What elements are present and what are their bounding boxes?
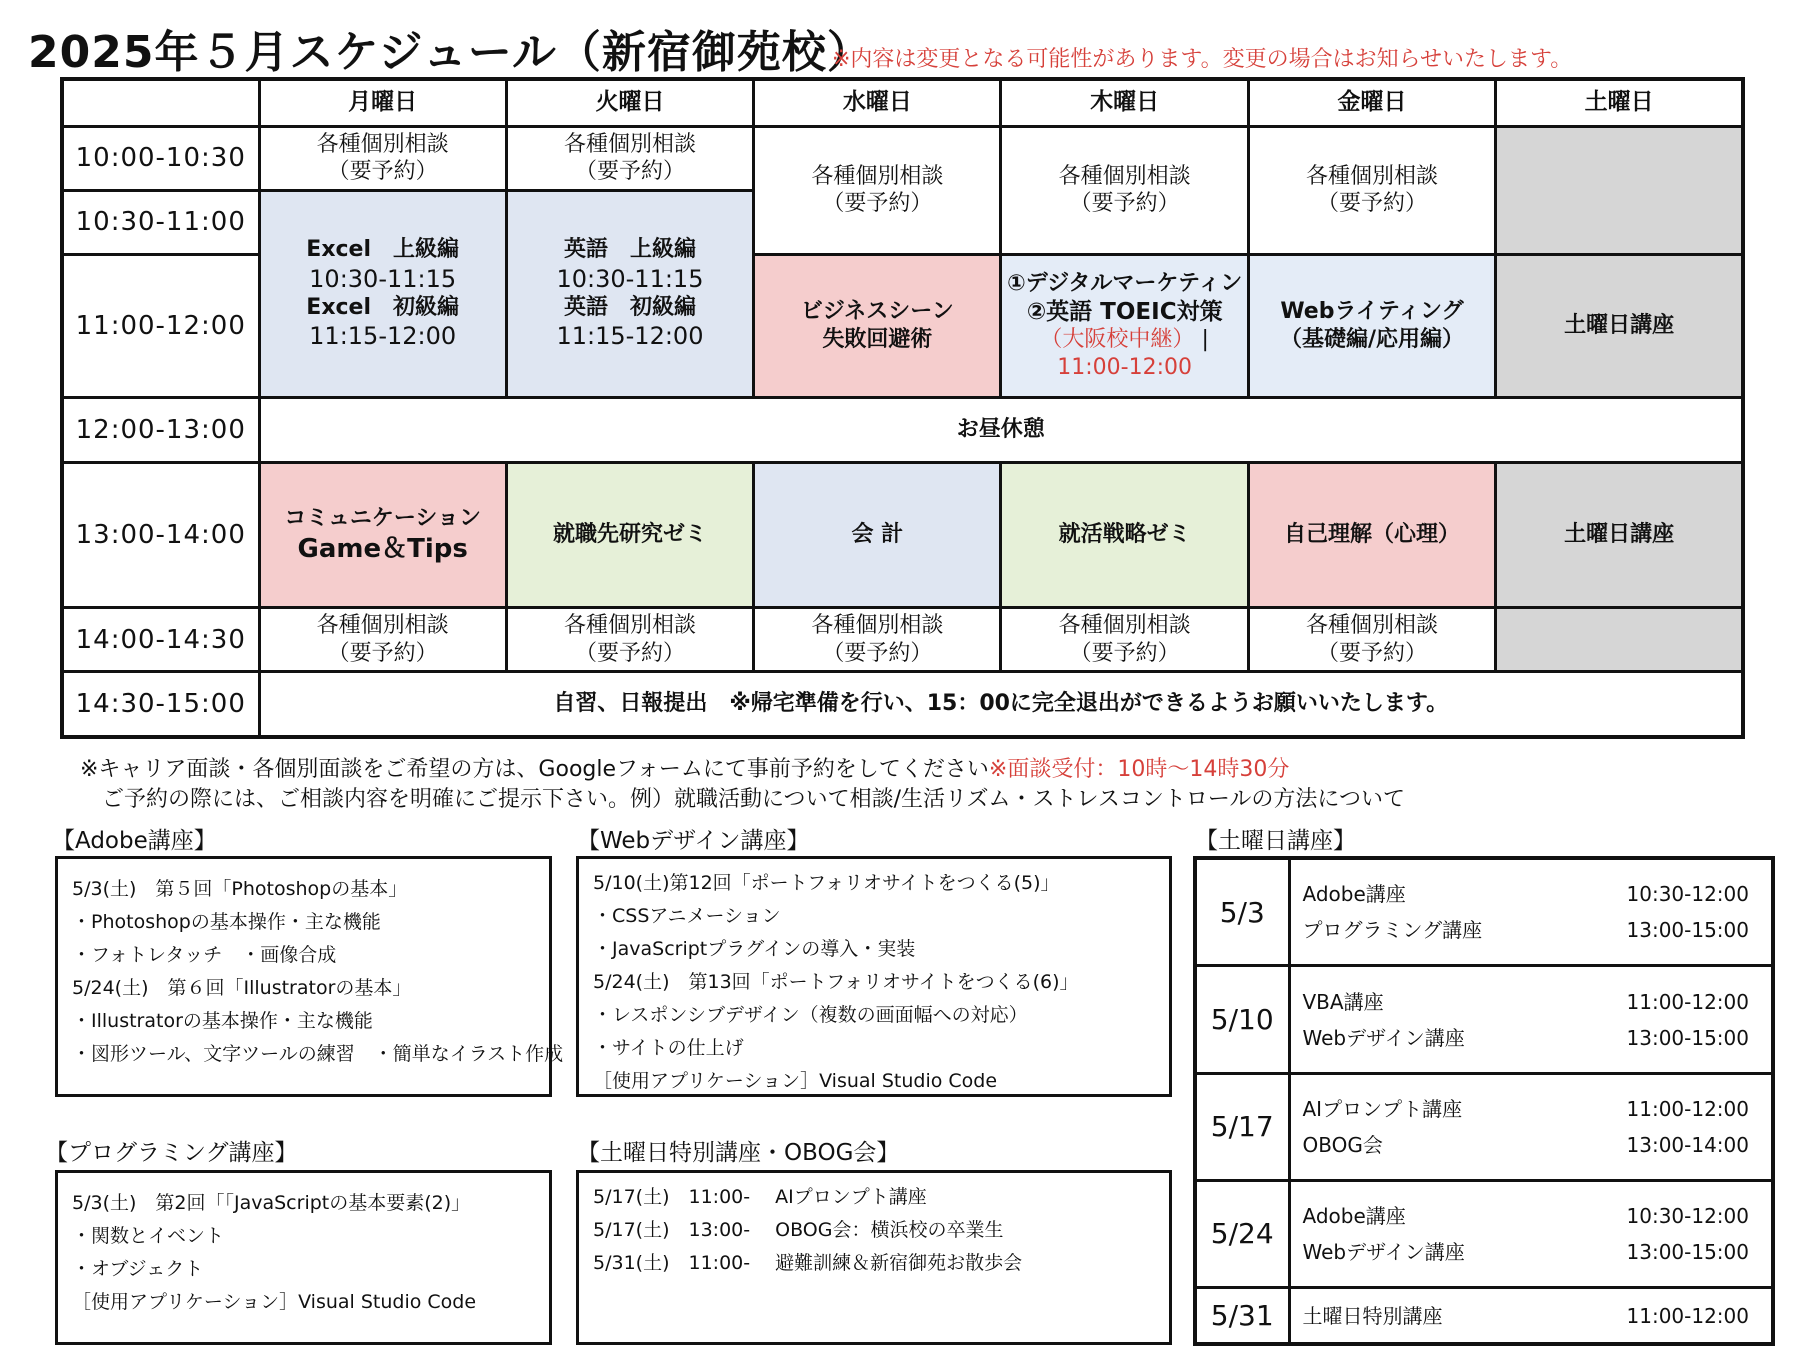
class-line: Game＆Tips bbox=[297, 533, 468, 564]
time-cell: 10:00-10:30 bbox=[62, 126, 259, 190]
saturday-item-time: 11:00-12:00 bbox=[1626, 1303, 1749, 1328]
saturday-item-time: 10:30-12:00 bbox=[1626, 1203, 1749, 1228]
class-line: ②英語 TOEIC対策 bbox=[1026, 298, 1223, 325]
class-line: 10:30-11:15 bbox=[309, 264, 457, 293]
saturday-item-time: 13:00-15:00 bbox=[1626, 1239, 1749, 1264]
special-title: 【土曜日特別講座・OBOG会】 bbox=[577, 1140, 900, 1166]
change-notice: ※内容は変更となる可能性があります。変更の場合はお知らせいたします。 bbox=[832, 47, 1573, 72]
web-line: ・JavaScriptプラグインの導入・実装 bbox=[593, 938, 916, 960]
consult-line1: 各種個別相談 bbox=[1305, 613, 1438, 639]
consult-line1: 各種個別相談 bbox=[811, 613, 944, 639]
saturday-item-name: 土曜日特別講座 bbox=[1302, 1303, 1443, 1328]
consult-line1: 各種個別相談 bbox=[1305, 163, 1438, 189]
row-1300 bbox=[62, 463, 1743, 608]
adobe-title: 【Adobe講座】 bbox=[52, 828, 217, 854]
day-fri: 金曜日 bbox=[1248, 79, 1495, 126]
row-1400 bbox=[62, 608, 1743, 672]
class-accounting: 会 計 bbox=[754, 463, 1001, 608]
class-line: ビジネスシーン bbox=[800, 299, 954, 325]
class-line: Webライティング bbox=[1280, 299, 1464, 325]
special-box bbox=[576, 1170, 1172, 1345]
class-saturday: 土曜日講座 bbox=[1496, 463, 1743, 608]
consult-line1: 各種個別相談 bbox=[316, 613, 449, 639]
saturday-date: 5/24 bbox=[1195, 1180, 1289, 1287]
saturday-item-name: VBA講座 bbox=[1302, 989, 1384, 1014]
saturday-row bbox=[1195, 1288, 1773, 1344]
programming-line: ・オブジェクト bbox=[72, 1258, 204, 1280]
class-sep: | bbox=[1201, 327, 1209, 353]
saturday-items bbox=[1289, 858, 1773, 966]
weekly-schedule-table bbox=[60, 77, 1745, 739]
web-line: ・サイトの仕上げ bbox=[593, 1037, 744, 1059]
class-line: 英語 上級編 bbox=[563, 237, 696, 263]
saturday-item-time: 11:00-12:00 bbox=[1626, 989, 1749, 1014]
corner-cell bbox=[62, 79, 259, 126]
web-line: 5/24(土) 第13回「ポートフォリオサイトをつくる(6)」 bbox=[593, 971, 1079, 993]
consult-line2: （要予約） bbox=[574, 640, 685, 666]
saturday-item-time: 11:00-12:00 bbox=[1626, 1096, 1749, 1121]
adobe-box bbox=[55, 856, 564, 1097]
saturday-items bbox=[1289, 1073, 1773, 1180]
consult-line1: 各種個別相談 bbox=[563, 131, 696, 157]
sat-empty-cell bbox=[1496, 608, 1743, 672]
class-line: Excel 初級編 bbox=[306, 294, 460, 320]
class-line: Excel 上級編 bbox=[306, 237, 460, 263]
consult-cell bbox=[1248, 608, 1495, 672]
row-1000 bbox=[62, 126, 1743, 190]
class-job-strategy: 就活戦略ゼミ bbox=[1001, 463, 1248, 608]
saturday-date: 5/3 bbox=[1195, 858, 1289, 966]
booking-note-text: ※キャリア面談・各個別面談をご希望の方は、Googleフォームにて事前予約をしてください bbox=[80, 757, 989, 782]
saturday-item-name: OBOG会 bbox=[1302, 1132, 1383, 1157]
class-digital-marketing bbox=[1001, 254, 1248, 397]
lunch-break: お昼休憩 bbox=[259, 397, 1743, 462]
day-sat: 土曜日 bbox=[1496, 79, 1743, 126]
saturday-title: 【土曜日講座】 bbox=[1195, 828, 1356, 854]
self-study-notice: 自習、日報提出 ※帰宅準備を行い、15：00に完全退出ができるようお願いいたします。 bbox=[259, 672, 1743, 737]
class-line: 11:15-12:00 bbox=[556, 322, 704, 351]
consult-line1: 各種個別相談 bbox=[1058, 613, 1191, 639]
time-cell: 14:30-15:00 bbox=[62, 672, 259, 737]
saturday-item-name: Webデザイン講座 bbox=[1302, 1025, 1465, 1050]
special-line: 5/31(土) 11:00- 避難訓練＆新宿御苑お散歩会 bbox=[593, 1252, 1023, 1274]
adobe-line: ・Illustratorの基本操作・主な機能 bbox=[72, 1010, 373, 1032]
sat-empty-cell bbox=[1496, 126, 1743, 254]
booking-note-detail: ご予約の際には、ご相談内容を明確にご提示下さい。例）就職活動について相談/生活リズム・ストレスコントロールの方法について bbox=[102, 787, 1405, 812]
class-web-writing bbox=[1248, 254, 1495, 397]
class-excel bbox=[259, 190, 506, 397]
class-line: コミュニケーション bbox=[284, 506, 481, 532]
consult-line2: （要予約） bbox=[574, 159, 685, 185]
class-line: （基礎編/応用編） bbox=[1279, 326, 1464, 352]
programming-box bbox=[55, 1170, 552, 1345]
page-title: 2025年５月スケジュール（新宿御苑校） bbox=[28, 27, 872, 78]
saturday-item-name: Webデザイン講座 bbox=[1302, 1239, 1465, 1264]
class-self-understanding: 自己理解（心理） bbox=[1248, 463, 1495, 608]
special-line: 5/17(土) 13:00- OBOG会：横浜校の卒業生 bbox=[593, 1219, 1004, 1241]
class-line: 11:15-12:00 bbox=[309, 322, 457, 351]
consult-line1: 各種個別相談 bbox=[316, 131, 449, 157]
consult-cell bbox=[1001, 126, 1248, 254]
consult-cell bbox=[506, 608, 753, 672]
saturday-item-time: 13:00-15:00 bbox=[1626, 918, 1749, 943]
web-line: 5/10(土)第12回「ポートフォリオサイトをつくる(5)」 bbox=[593, 872, 1060, 894]
class-line: 失敗回避術 bbox=[822, 326, 933, 352]
consult-line2: （要予約） bbox=[1069, 640, 1180, 666]
adobe-line: 5/3(土) 第５回「Photoshopの基本」 bbox=[72, 878, 408, 900]
day-wed: 水曜日 bbox=[754, 79, 1001, 126]
class-line: 10:30-11:15 bbox=[556, 264, 704, 293]
programming-title: 【プログラミング講座】 bbox=[45, 1140, 298, 1166]
time-cell: 11:00-12:00 bbox=[62, 254, 259, 397]
class-note: （大阪校中継） bbox=[1040, 327, 1195, 353]
row-1430 bbox=[62, 672, 1743, 737]
header-row bbox=[62, 79, 1743, 126]
saturday-item-name: Adobe講座 bbox=[1302, 1203, 1406, 1228]
special-line: 5/17(土) 11:00- AIプロンプト講座 bbox=[593, 1186, 927, 1208]
time-cell: 12:00-13:00 bbox=[62, 397, 259, 462]
saturday-date: 5/31 bbox=[1195, 1288, 1289, 1344]
class-business bbox=[754, 254, 1001, 397]
programming-line: 5/3(土) 第2回「「JavaScriptの基本要素(2)」 bbox=[72, 1192, 471, 1214]
consult-line1: 各種個別相談 bbox=[563, 613, 696, 639]
class-company-research: 就職先研究ゼミ bbox=[506, 463, 753, 608]
row-1200 bbox=[62, 397, 1743, 462]
consult-cell bbox=[754, 126, 1001, 254]
consult-line2: （要予約） bbox=[327, 640, 438, 666]
saturday-item-name: Adobe講座 bbox=[1302, 882, 1406, 907]
saturday-table bbox=[1193, 856, 1775, 1346]
day-mon: 月曜日 bbox=[259, 79, 506, 126]
class-saturday: 土曜日講座 bbox=[1496, 254, 1743, 397]
class-line: ①デジタルマーケティン bbox=[1007, 271, 1243, 297]
class-time: 11:00-12:00 bbox=[1057, 354, 1193, 380]
consult-cell bbox=[754, 608, 1001, 672]
booking-note bbox=[80, 752, 1289, 783]
consult-cell bbox=[1001, 608, 1248, 672]
saturday-date: 5/17 bbox=[1195, 1073, 1289, 1180]
day-thu: 木曜日 bbox=[1001, 79, 1248, 126]
time-cell: 13:00-14:00 bbox=[62, 463, 259, 608]
time-cell: 10:30-11:00 bbox=[62, 190, 259, 254]
day-tue: 火曜日 bbox=[506, 79, 753, 126]
saturday-date: 5/10 bbox=[1195, 966, 1289, 1073]
saturday-items bbox=[1289, 966, 1773, 1073]
class-line: 英語 初級編 bbox=[563, 294, 696, 320]
web-box bbox=[576, 856, 1172, 1097]
saturday-item-time: 10:30-12:00 bbox=[1626, 882, 1749, 907]
consult-line2: （要予約） bbox=[1316, 191, 1427, 217]
consult-line1: 各種個別相談 bbox=[1058, 163, 1191, 189]
consult-cell bbox=[259, 608, 506, 672]
time-cell: 14:00-14:30 bbox=[62, 608, 259, 672]
saturday-row bbox=[1195, 1180, 1773, 1287]
saturday-items bbox=[1289, 1288, 1773, 1344]
saturday-row bbox=[1195, 858, 1773, 966]
programming-line: ［使用アプリケーション］Visual Studio Code bbox=[72, 1291, 477, 1313]
web-title: 【Webデザイン講座】 bbox=[577, 828, 810, 854]
adobe-line: ・Photoshopの基本操作・主な機能 bbox=[72, 911, 381, 933]
programming-line: ・関数とイベント bbox=[72, 1225, 225, 1247]
saturday-item-time: 13:00-14:00 bbox=[1626, 1132, 1749, 1157]
saturday-row bbox=[1195, 1073, 1773, 1180]
adobe-line: ・図形ツール、文字ツールの練習 ・簡単なイラスト作成 bbox=[72, 1043, 564, 1065]
adobe-line: 5/24(土) 第６回「Illustratorの基本」 bbox=[72, 977, 412, 999]
booking-note-hours: ※面談受付：10時～14時30分 bbox=[988, 757, 1290, 782]
consult-line2: （要予約） bbox=[327, 159, 438, 185]
saturday-item-name: AIプロンプト講座 bbox=[1302, 1096, 1463, 1121]
consult-line2: （要予約） bbox=[1316, 640, 1427, 666]
web-line: ［使用アプリケーション］Visual Studio Code bbox=[593, 1070, 998, 1092]
consult-cell bbox=[1248, 126, 1495, 254]
consult-cell bbox=[506, 126, 753, 190]
saturday-row bbox=[1195, 966, 1773, 1073]
consult-line2: （要予約） bbox=[1069, 191, 1180, 217]
saturday-items bbox=[1289, 1180, 1773, 1287]
adobe-line: ・フォトレタッチ ・画像合成 bbox=[72, 944, 337, 966]
consult-line2: （要予約） bbox=[822, 640, 933, 666]
consult-line2: （要予約） bbox=[822, 191, 933, 217]
saturday-item-time: 13:00-15:00 bbox=[1626, 1025, 1749, 1050]
class-communication bbox=[259, 463, 506, 608]
saturday-item-name: プログラミング講座 bbox=[1302, 918, 1483, 943]
web-line: ・レスポンシブデザイン（複数の画面幅への対応） bbox=[593, 1004, 1028, 1026]
consult-line1: 各種個別相談 bbox=[811, 163, 944, 189]
class-english bbox=[506, 190, 753, 397]
web-line: ・CSSアニメーション bbox=[593, 905, 781, 927]
consult-cell bbox=[259, 126, 506, 190]
